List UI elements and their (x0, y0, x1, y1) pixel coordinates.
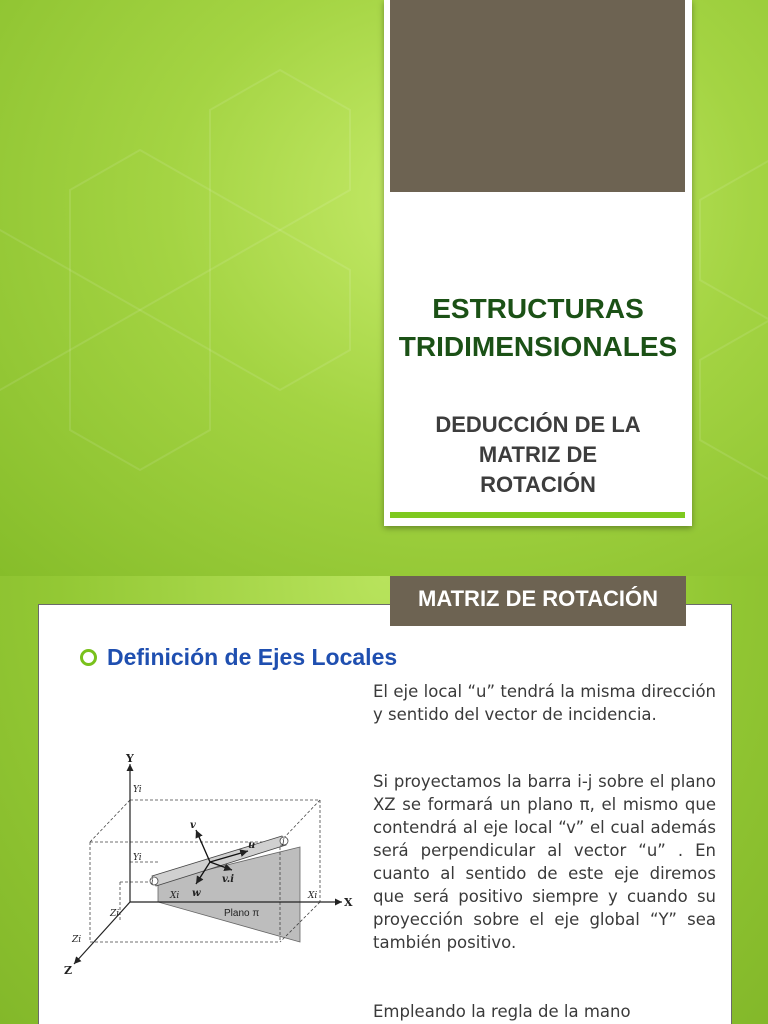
xi-label-right: Xi (308, 891, 318, 901)
subtitle-line1: DEDUCCIÓN DE LA (435, 412, 641, 437)
bullet-heading (80, 642, 397, 672)
vi-label: v.i (222, 874, 235, 885)
v-axis-label: v (190, 820, 196, 831)
title-panel (384, 0, 692, 526)
paragraph-2: Si proyectamos la barra i-j sobre el plano XZ se formará un plano π, el mismo que contendrá al eje local “v” el cual además será perpendicular al vector “u” . En cuanto al sentido de este eje diremos que será positivo siempre y cuando su proyección sobre el eje global “Y” sea también positivo. (373, 772, 716, 952)
node-j-label: j (282, 837, 285, 846)
paragraph-1: El eje local “u” tendrá la misma dirección y sentido del vector de incidencia. (373, 682, 716, 724)
w-axis-label: w (192, 888, 201, 899)
u-axis-label: u (248, 840, 256, 851)
main-title (384, 290, 692, 366)
cover-image-placeholder (390, 0, 685, 192)
subtitle (384, 410, 692, 500)
subtitle-line3: ROTACIÓN (480, 472, 596, 497)
yi-label-top: Yi (133, 785, 142, 795)
bullet-circle-icon (80, 649, 97, 666)
subtitle-line2: MATRIZ DE (478, 442, 598, 467)
zi-label-mid: Zi (110, 909, 120, 919)
slide-header: MATRIZ DE ROTACIÓN (390, 576, 686, 626)
paragraph-3: Empleando la regla de la mano (373, 1002, 631, 1021)
zi-label-low: Zi (72, 935, 82, 945)
node-i-label: i (151, 877, 154, 886)
plane-label: Plano π (224, 908, 260, 919)
content-slide (0, 576, 768, 1024)
main-title-line2: TRIDIMENSIONALES (398, 331, 678, 362)
main-title-line1: ESTRUCTURAS (432, 293, 644, 324)
local-axes-diagram (60, 752, 360, 982)
yi-label-mid: Yi (133, 853, 142, 863)
axis-x-label: X (344, 896, 353, 909)
bullet-heading-text: Definición de Ejes Locales (107, 643, 398, 670)
axis-z-label: Z (64, 964, 73, 977)
axis-y-label: Y (126, 752, 134, 765)
xi-label-mid: Xi (170, 891, 180, 901)
accent-bar (390, 512, 685, 518)
